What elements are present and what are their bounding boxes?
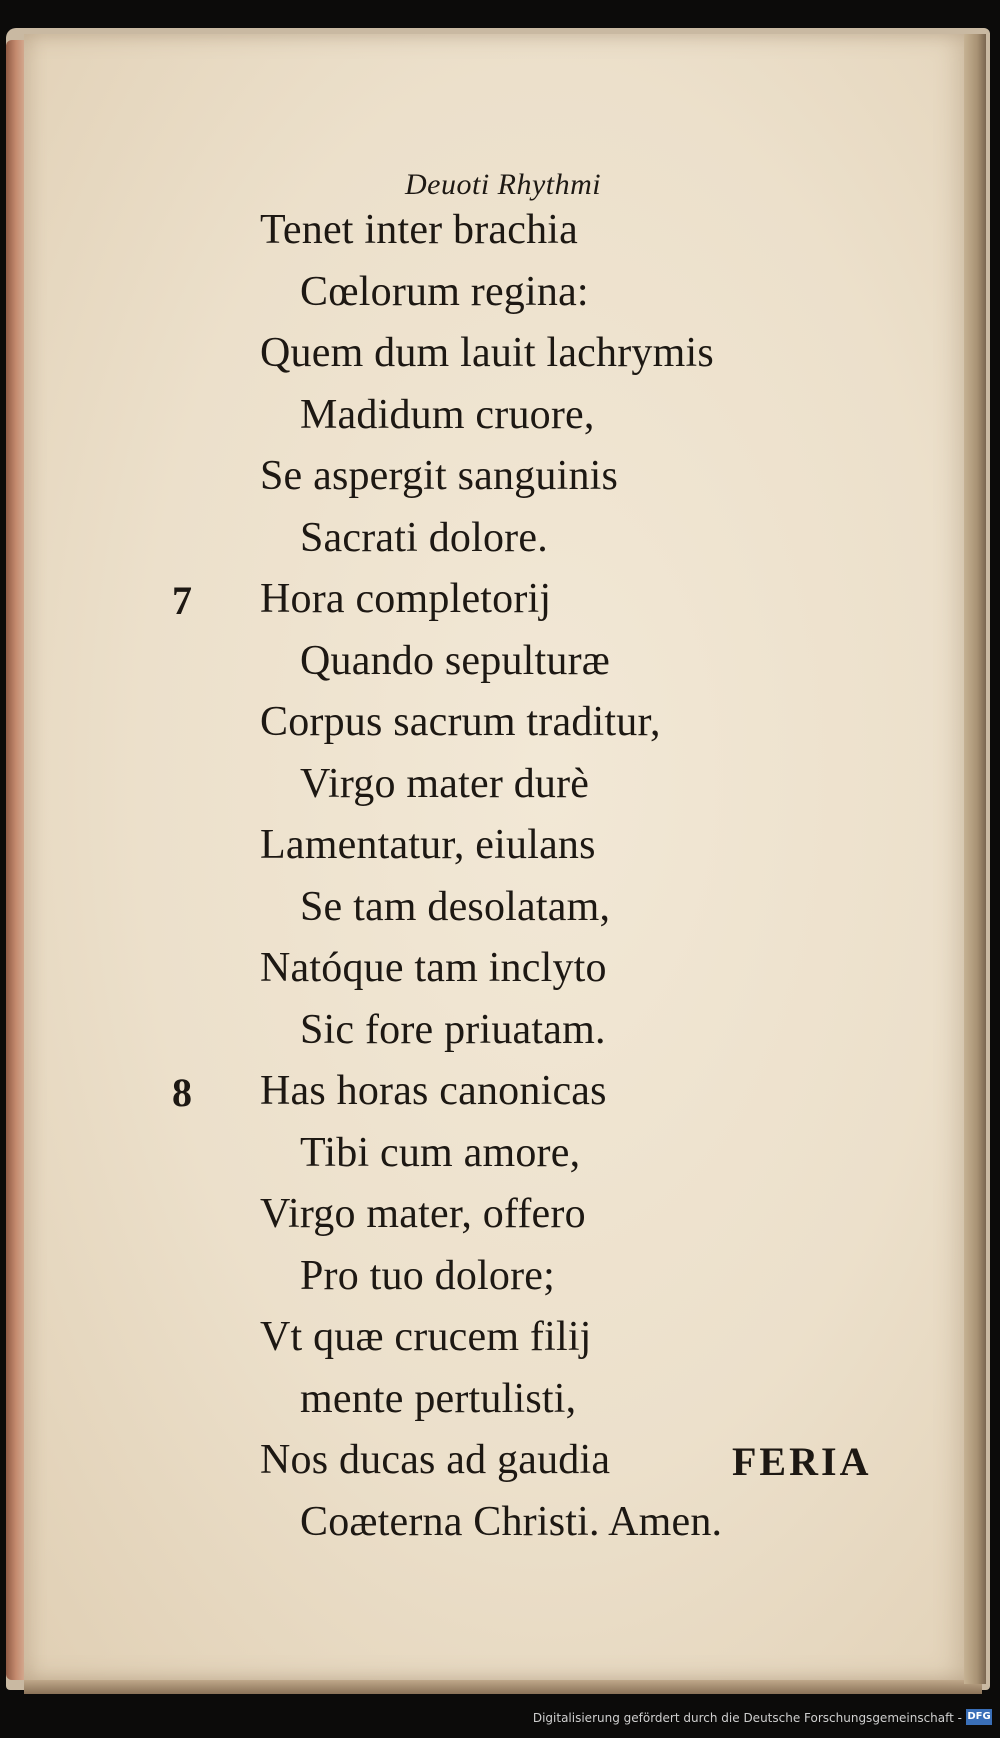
dfg-logo-icon: DFG xyxy=(966,1709,992,1725)
stanza-number: 7 xyxy=(172,578,192,623)
verse-line: Virgo mater, offero xyxy=(260,1191,586,1237)
verse-line: Virgo mater durè xyxy=(300,760,590,807)
stanza-number: 8 xyxy=(172,1070,192,1115)
verse-line: Natóque tam inclyto xyxy=(260,945,607,991)
verse-line: Cœlorum regina: xyxy=(300,268,589,315)
page-edge-bottom xyxy=(24,1680,982,1694)
verse-line: Vt quæ crucem filij xyxy=(260,1314,592,1360)
verse-line: Se aspergit sanguinis xyxy=(260,453,619,499)
verse-line: Tibi cum amore, xyxy=(300,1129,581,1176)
verse-line: Tenet inter brachia xyxy=(260,207,579,253)
verse-line: Se tam desolatam, xyxy=(300,883,611,930)
verse-line: Pro tuo dolore; xyxy=(300,1252,555,1299)
footer-credit: Digitalisierung gefördert durch die Deutsche Forschungsgemeinschaft - xyxy=(532,1711,962,1725)
verse-line: Nos ducas ad gaudia xyxy=(260,1437,611,1483)
verse-line: Sacrati dolore. xyxy=(300,514,548,561)
verse-line: Corpus sacrum traditur, xyxy=(260,699,661,745)
verse-line: Madidum cruore, xyxy=(300,391,595,438)
verse-line: mente pertulisti, xyxy=(300,1375,577,1422)
verse-line: Hora completorij xyxy=(260,576,552,622)
page-edge-right xyxy=(964,34,986,1684)
catchword: FERIA xyxy=(732,1439,872,1484)
verse-line: Coæterna Christi. Amen. xyxy=(300,1498,723,1545)
verse-line: Quando sepulturæ xyxy=(300,637,610,684)
verse-line: Lamentatur, eiulans xyxy=(260,822,596,868)
running-head: Deuoti Rhythmi xyxy=(405,168,602,201)
verse-line: Has horas canonicas xyxy=(260,1068,607,1114)
verse-line: Sic fore priuatam. xyxy=(300,1006,606,1053)
verse-line: Quem dum lauit lachrymis xyxy=(260,330,714,376)
